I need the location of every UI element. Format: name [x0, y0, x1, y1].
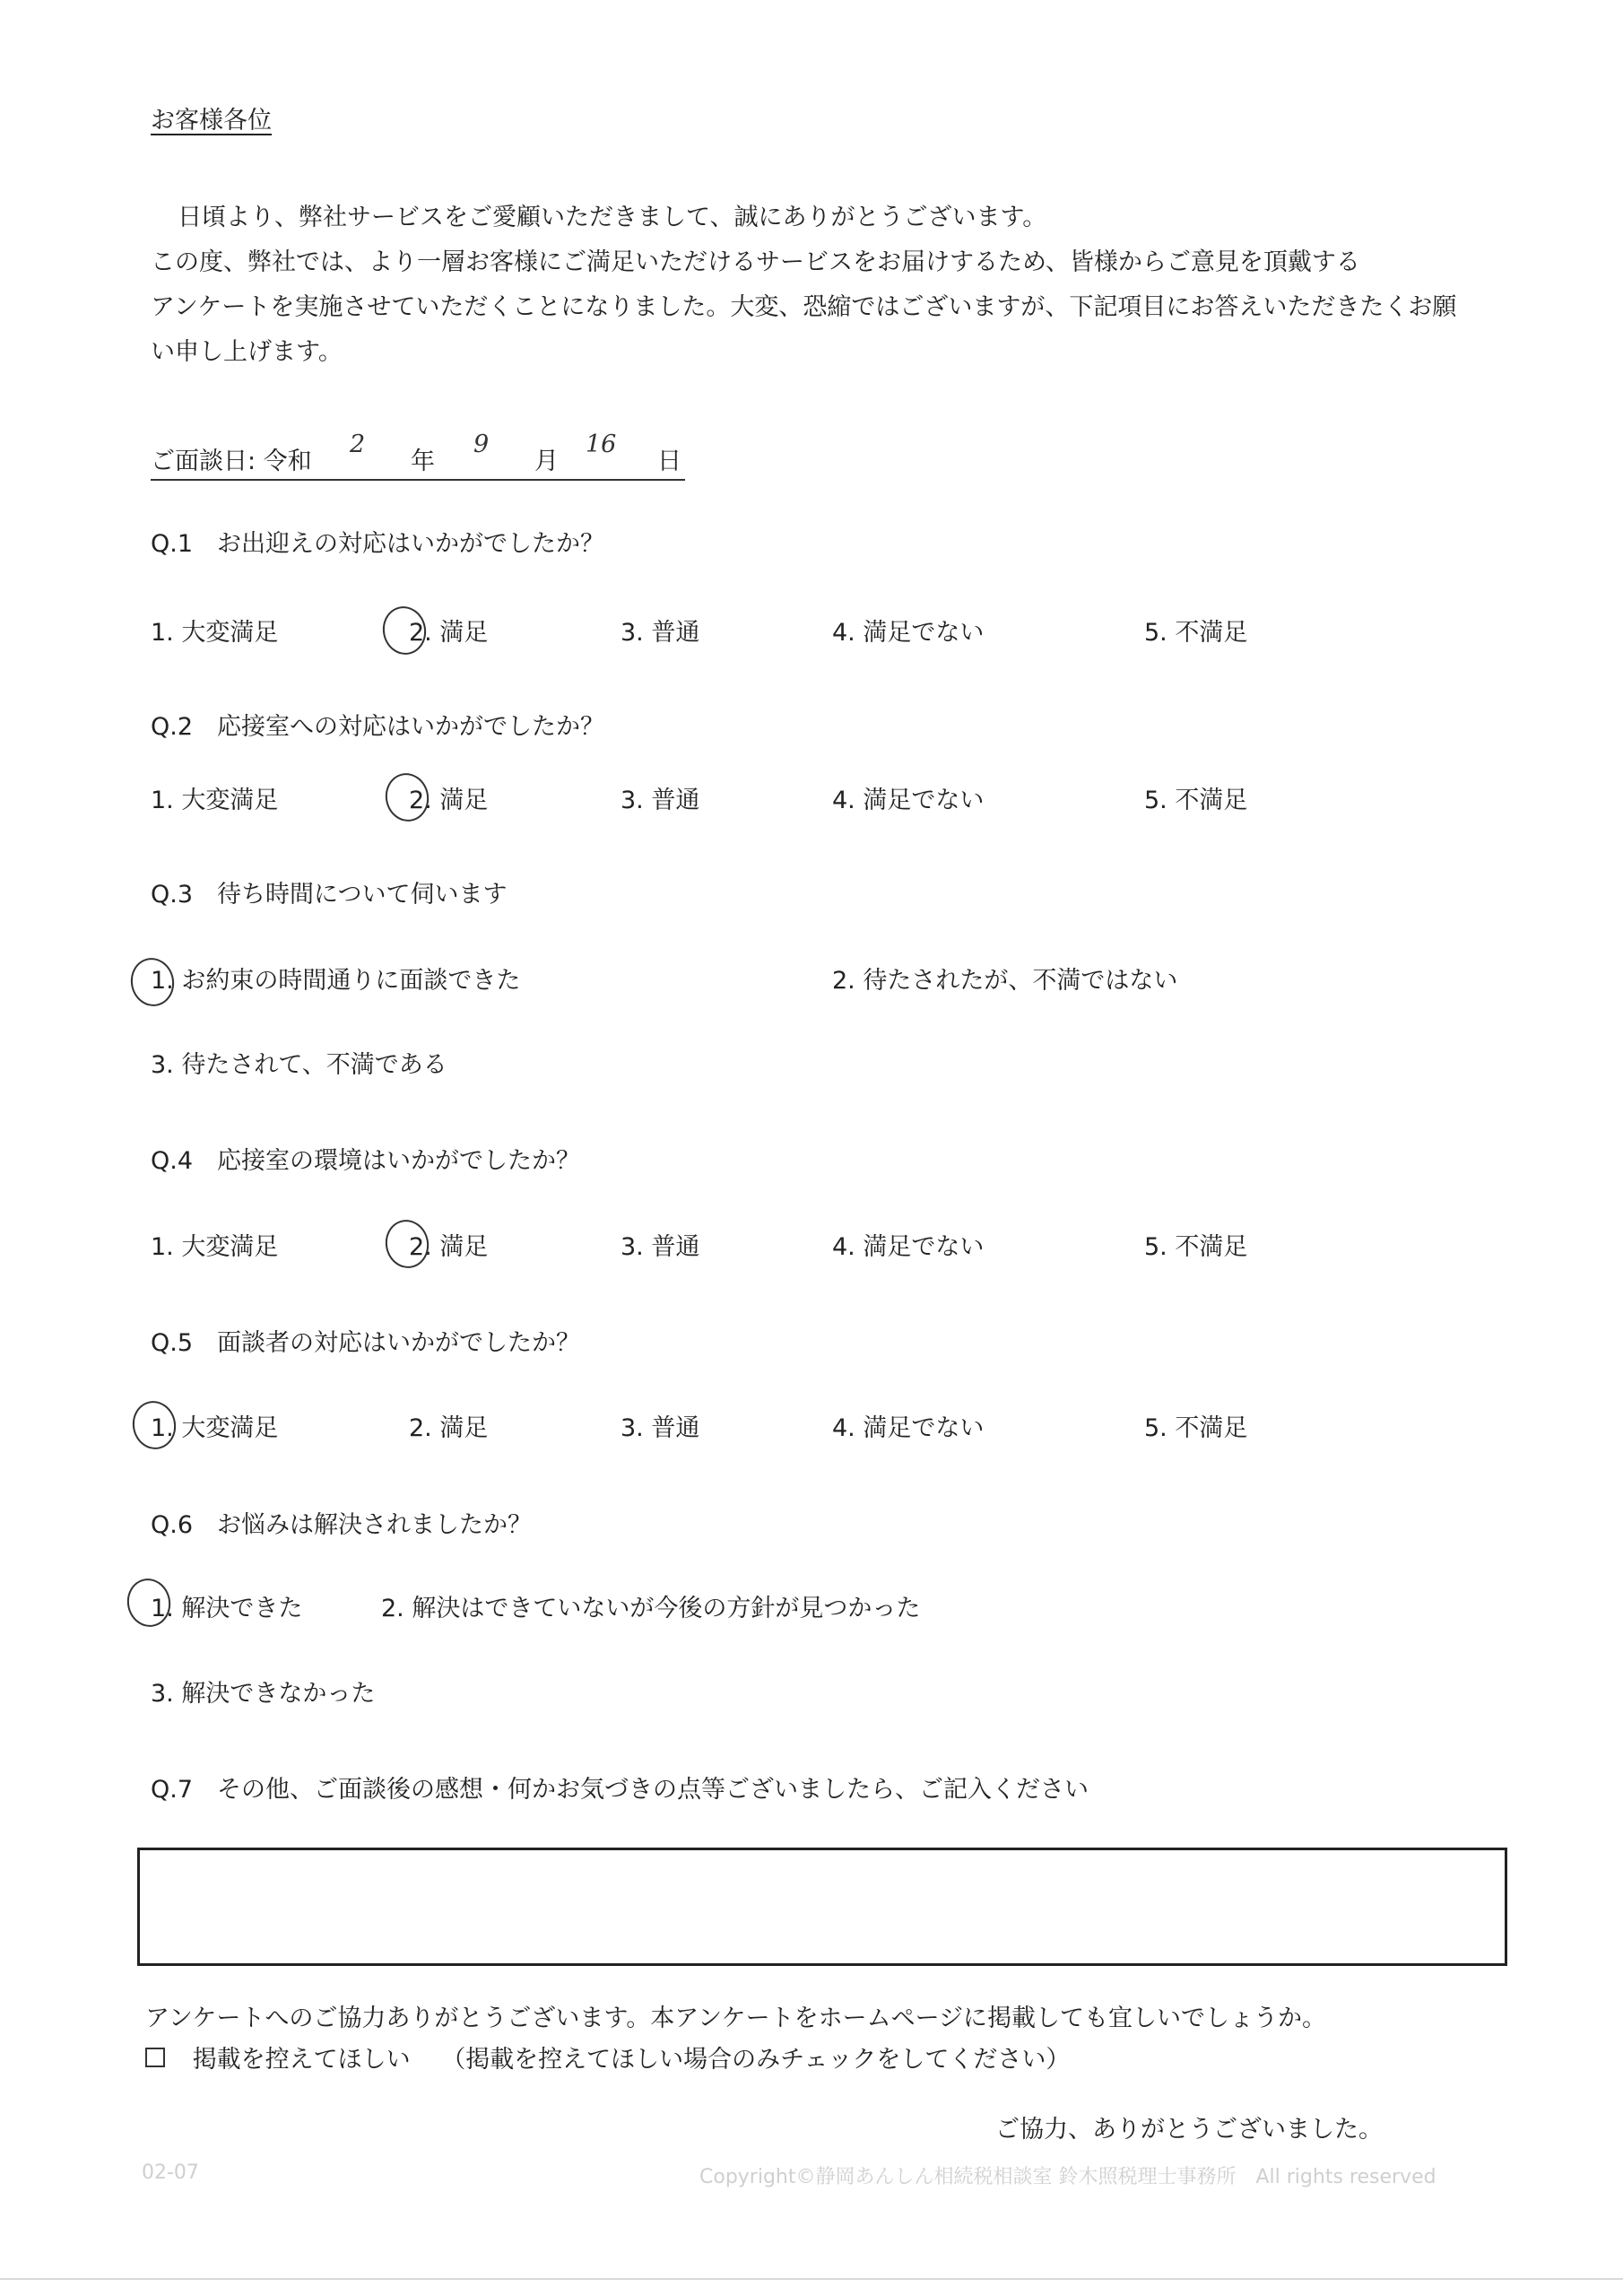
q5-selection-circle [128, 1397, 180, 1454]
date-day-handwritten[interactable]: 16 [586, 430, 617, 458]
q6-option-2[interactable]: 2. 解決はできていないが今後の方針が見つかった [381, 1595, 921, 1622]
date-day-unit: 日 [657, 448, 681, 475]
q4-option-5[interactable]: 5. 不満足 [1144, 1233, 1248, 1261]
question-1-label: Q.1 お出迎えの対応はいかがでしたか？ [151, 530, 605, 558]
q3-option-2[interactable]: 2. 待たされたが、不満ではない [832, 967, 1178, 995]
q2-selection-circle [381, 770, 433, 826]
salutation: お客様各位 [151, 107, 272, 135]
publish-request-text: アンケートへのご協力ありがとうございます。本アンケートをホームページに掲載しても宜しいでしょうか。 [145, 2005, 1327, 2032]
intro-line: い申し上げます。 [151, 338, 343, 366]
q5-option-3[interactable]: 3. 普通 [621, 1414, 700, 1442]
question-5-label: Q.5 面談者の対応はいかがでしたか？ [151, 1329, 581, 1357]
page-bottom-rule [0, 2278, 1623, 2280]
question-3-label: Q.3 待ち時間について伺います [151, 881, 508, 909]
q6-option-3[interactable]: 3. 解決できなかった [151, 1680, 376, 1708]
q1-option-2[interactable]: 2. 満足 [409, 619, 489, 647]
intro-paragraph [151, 196, 1514, 375]
q6-option-1[interactable]: 1. 解決できた [151, 1595, 303, 1622]
form-code: 02-07 [142, 2161, 199, 2184]
q2-option-5[interactable]: 5. 不満足 [1144, 787, 1248, 814]
intro-line: この度、弊社では、より一層お客様にご満足いただけるサービスをお届けするため、皆様からご意見を頂戴する [151, 248, 1360, 276]
intro-line: 日頃より、弊社サービスをご愛顧いただきまして、誠にありがとうございます。 [178, 204, 1047, 231]
q1-option-5[interactable]: 5. 不満足 [1144, 619, 1248, 647]
q1-selection-circle [378, 603, 430, 659]
question-2-label: Q.2 応接室への対応はいかがでしたか？ [151, 713, 605, 741]
date-month-handwritten[interactable]: 9 [473, 430, 490, 458]
q5-option-5[interactable]: 5. 不満足 [1144, 1414, 1248, 1442]
q2-option-1[interactable]: 1. 大変満足 [151, 787, 279, 814]
q2-option-4[interactable]: 4. 満足でない [832, 787, 985, 814]
meeting-date-line [151, 430, 685, 481]
q4-option-4[interactable]: 4. 満足でない [832, 1233, 985, 1261]
date-year-handwritten[interactable]: 2 [350, 430, 366, 458]
q5-option-2[interactable]: 2. 満足 [409, 1414, 489, 1442]
q5-option-4[interactable]: 4. 満足でない [832, 1414, 985, 1442]
q4-option-3[interactable]: 3. 普通 [621, 1233, 700, 1261]
date-month-unit: 月 [534, 448, 559, 475]
q1-option-3[interactable]: 3. 普通 [621, 619, 700, 647]
q3-option-3[interactable]: 3. 待たされて、不満である [151, 1051, 447, 1079]
opt-out-checkbox[interactable] [145, 2048, 165, 2067]
date-year-unit: 年 [411, 448, 435, 475]
question-6-label: Q.6 お悩みは解決されましたか？ [151, 1511, 533, 1539]
q4-option-2[interactable]: 2. 満足 [409, 1233, 489, 1261]
opt-out-label: 掲載を控えてほしい [192, 2046, 411, 2074]
q1-option-4[interactable]: 4. 満足でない [832, 619, 985, 647]
question-7-label: Q.7 その他、ご面談後の感想・何かお気づきの点等ございましたら、ご記入ください [151, 1776, 1089, 1804]
q3-option-1[interactable]: 1. お約束の時間通りに面談できた [151, 967, 521, 995]
date-label: ご面談日: 令和 [151, 448, 312, 475]
q1-option-1[interactable]: 1. 大変満足 [151, 619, 279, 647]
opt-out-note: （掲載を控えてほしい場合のみチェックをしてください） [441, 2046, 1071, 2074]
q2-option-3[interactable]: 3. 普通 [621, 787, 700, 814]
intro-line: アンケートを実施させていただくことになりました。大変、恐縮ではございますが、下記項目にお答えいただきたくお願 [151, 293, 1457, 321]
opt-out-row [145, 2045, 1070, 2075]
q4-selection-circle [381, 1216, 433, 1273]
q4-option-1[interactable]: 1. 大変満足 [151, 1233, 279, 1261]
question-4-label: Q.4 応接室の環境はいかがでしたか？ [151, 1147, 581, 1175]
q2-option-2[interactable]: 2. 満足 [409, 787, 489, 814]
thanks-text: ご協力、ありがとうございました。 [995, 2116, 1383, 2144]
comment-box[interactable] [137, 1848, 1507, 1966]
q5-option-1[interactable]: 1. 大変満足 [151, 1414, 279, 1442]
copyright: Copyright©静岡あんしん相続税相談室 鈴木照税理士事務所 All rights reserved [699, 2166, 1436, 2188]
